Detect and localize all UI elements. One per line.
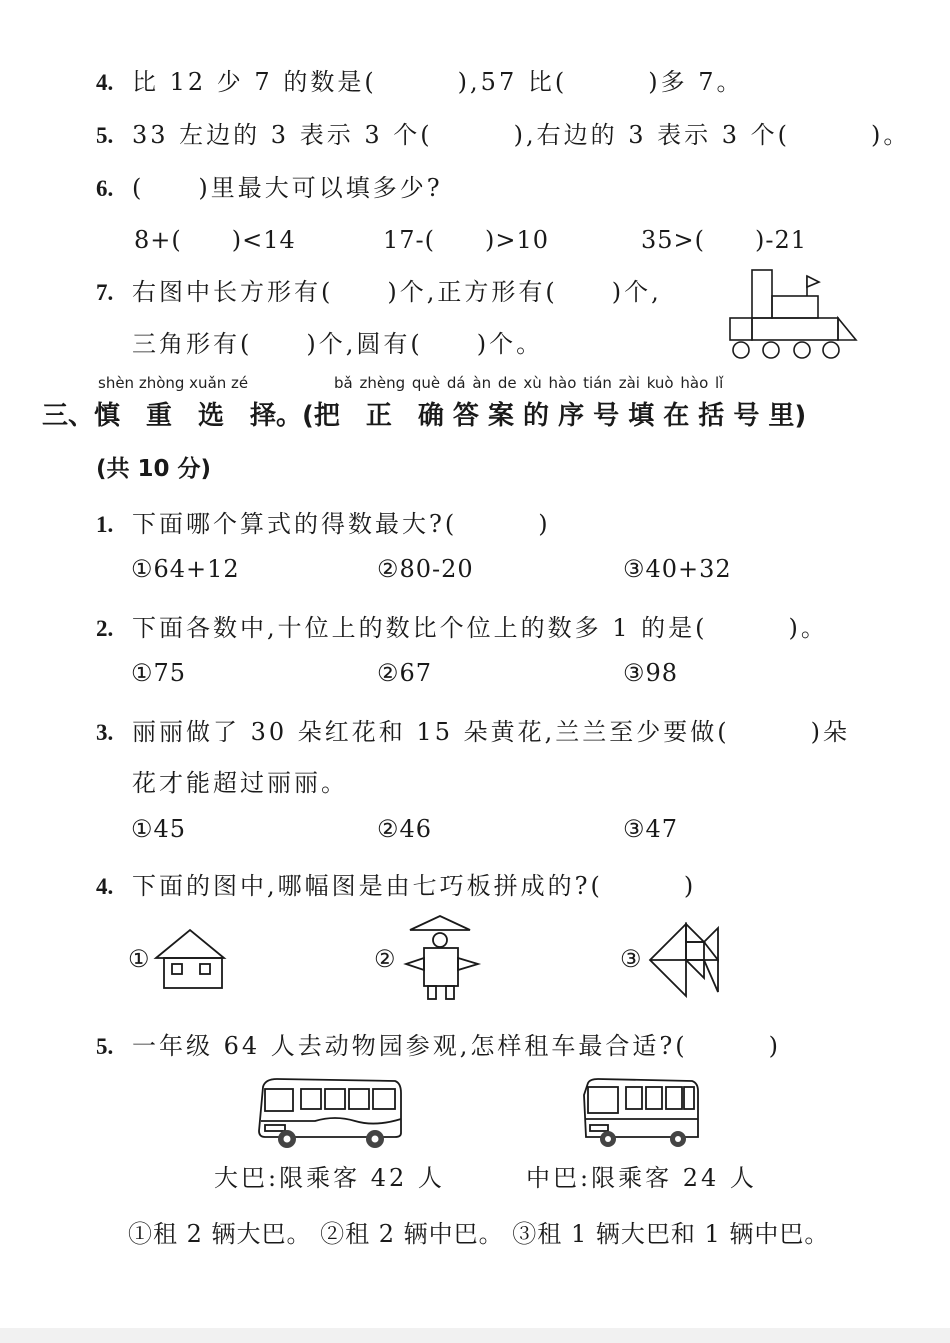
q3-3-option-1: ①45 (131, 815, 187, 843)
q3-1-number: 1. (96, 512, 114, 537)
q3-5-text: 一年级 64 人去动物园参观,怎样租车最合适?( ) (132, 1032, 782, 1060)
q3-5-options: ①租 2 辆大巴。 ②租 2 辆中巴。 ③租 1 辆大巴和 1 辆中巴。 (128, 1220, 830, 1248)
q3-3-option-3: ③47 (623, 815, 679, 843)
q2-7-number: 7. (96, 280, 114, 305)
q2-7-line2: 三角形有( )个,圆有( )个。 (132, 330, 544, 358)
q3-1-option-2: ②80-20 (377, 555, 474, 583)
q3-3-number: 3. (96, 720, 114, 745)
mid-bus-caption: 中巴:限乘客 24 人 (526, 1164, 757, 1192)
fish-figure (646, 920, 736, 1000)
q2-4-number: 4. (96, 70, 114, 95)
train-figure (724, 266, 859, 366)
section3-score: (共 10 分) (96, 456, 212, 482)
q3-1 (96, 504, 551, 539)
q3-5 (96, 1026, 781, 1061)
q2-5-number: 5. (96, 123, 114, 148)
robot-figure (402, 912, 492, 1002)
q2-4 (96, 62, 743, 97)
q3-1-text: 下面哪个算式的得数最大?( ) (132, 510, 551, 538)
q3-4-option-1-label: ① (128, 945, 151, 973)
section3-pinyin-right: bǎ zhèng què dá àn de xù hào tián zài kuò hào lǐ (334, 374, 724, 392)
q2-6-number: 6. (96, 176, 114, 201)
q3-1-option-3: ③40+32 (623, 555, 732, 583)
q2-5-text: 33 左边的 3 表示 3 个( ),右边的 3 表示 3 个( )。 (132, 121, 911, 149)
q2-6-item-3: 35>( )-21 (641, 226, 808, 254)
q3-2-number: 2. (96, 616, 114, 641)
q3-4-number: 4. (96, 874, 114, 899)
section3-pinyin-left: shèn zhòng xuǎn zé (98, 374, 249, 392)
q2-6-item-1: 8+( )<14 (134, 226, 296, 254)
q3-2-text: 下面各数中,十位上的数比个位上的数多 1 的是( )。 (132, 614, 828, 642)
q2-5 (96, 115, 910, 150)
q3-2 (96, 608, 828, 643)
q3-4-option-2-label: ② (374, 945, 397, 973)
q3-4-text: 下面的图中,哪幅图是由七巧板拼成的?( ) (132, 872, 697, 900)
q3-1-option-1: ①64+12 (131, 555, 240, 583)
q3-2-option-3: ③98 (623, 659, 679, 687)
q2-7 (96, 272, 662, 307)
q2-6-text: ( )里最大可以填多少? (132, 174, 443, 202)
mid-bus-icon (578, 1075, 703, 1150)
q2-4-text: 比 12 少 7 的数是( ),57 比( )多 7。 (132, 68, 744, 96)
q3-5-number: 5. (96, 1034, 114, 1059)
big-bus-caption: 大巴:限乘客 42 人 (214, 1164, 445, 1192)
big-bus-icon (255, 1075, 405, 1150)
q3-3 (96, 712, 850, 747)
q3-4-option-3-label: ③ (620, 945, 643, 973)
q3-3-line2: 花才能超过丽丽。 (132, 769, 348, 797)
q3-2-option-1: ①75 (131, 659, 187, 687)
q2-7-line1: 右图中长方形有( )个,正方形有( )个, (132, 278, 662, 306)
q3-4 (96, 866, 696, 901)
section3-title: 三、慎 重 选 择。(把 正 确 答 案 的 序 号 填 在 括 号 里) (42, 401, 807, 431)
q2-6-item-2: 17-( )>10 (383, 226, 550, 254)
house-figure (152, 924, 252, 994)
q3-2-option-2: ②67 (377, 659, 433, 687)
q2-6 (96, 168, 443, 203)
q3-3-line1: 丽丽做了 30 朵红花和 15 朵黄花,兰兰至少要做( )朵 (132, 718, 850, 746)
q3-3-option-2: ②46 (377, 815, 433, 843)
page-footer-bar (0, 1328, 950, 1343)
